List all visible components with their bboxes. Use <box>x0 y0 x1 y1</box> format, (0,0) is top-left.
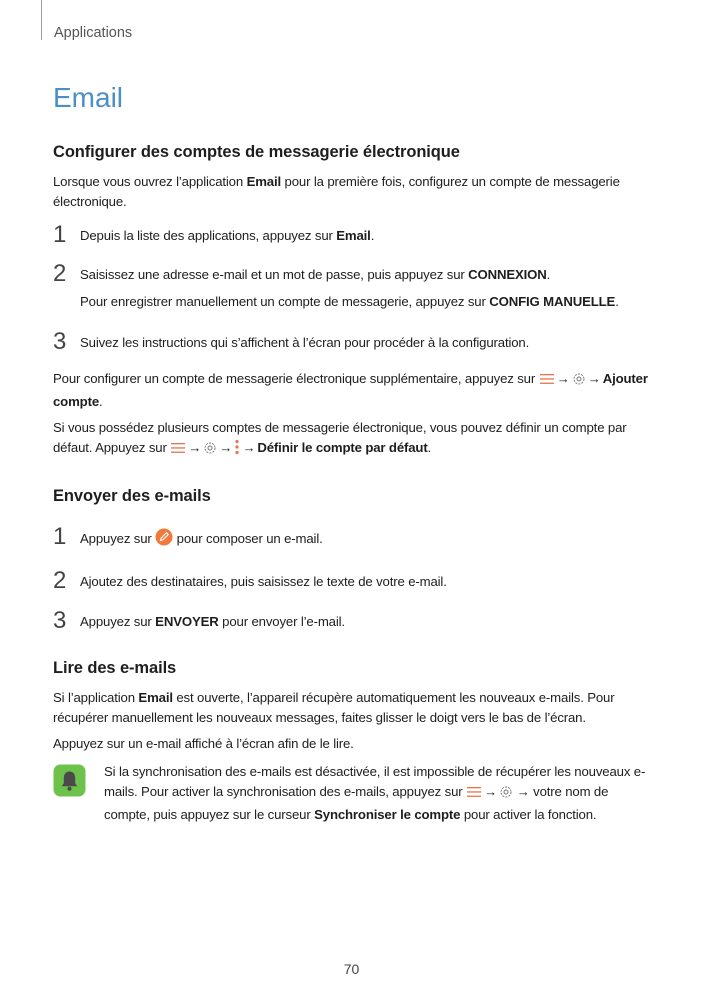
content <box>53 143 653 825</box>
arrow: → <box>556 371 570 386</box>
note-box <box>53 762 653 825</box>
bold-synchroniser: Synchroniser le compte <box>314 807 461 822</box>
note-text <box>104 762 653 825</box>
step-2 <box>53 567 653 594</box>
text: Appuyez sur <box>80 531 156 546</box>
step-number: 2 <box>53 260 67 287</box>
text: pour la première fois, configurez un compte de messagerie électronique. <box>53 174 620 209</box>
heading-configure-accounts: Configurer des comptes de messagerie électronique <box>53 143 460 161</box>
text: Pour enregistrer manuellement un compte de messagerie, appuyez sur <box>80 294 490 309</box>
text: Lorsque vous ouvrez l’application <box>53 174 247 189</box>
step-3 <box>53 607 653 634</box>
arrow: → <box>484 784 498 799</box>
bold-connexion: CONNEXION <box>468 267 547 282</box>
page-number: 70 <box>343 961 360 977</box>
step-2-sub <box>53 292 653 312</box>
step-number: 2 <box>53 567 67 594</box>
page-title: Email <box>53 82 124 113</box>
default-account-paragraph <box>53 418 653 461</box>
text: Suivez les instructions qui s’affichent à l’écran pour procéder à la configuration. <box>80 335 530 350</box>
text: Saisissez une adresse e-mail et un mot de passe, puis appuyez sur <box>80 267 469 282</box>
step-number: 1 <box>53 523 67 550</box>
read-paragraph <box>53 688 653 728</box>
step-number: 3 <box>53 607 67 634</box>
settings-icon <box>572 372 586 392</box>
more-options-icon <box>234 439 240 461</box>
extra-account-paragraph <box>53 369 653 412</box>
step-3 <box>53 328 653 355</box>
text: pour composer un e-mail. <box>173 531 323 546</box>
bold-email: Email <box>246 174 282 189</box>
text: pour activer la fonction. <box>460 807 597 822</box>
step-1 <box>53 221 653 248</box>
bold-email: Email <box>336 228 371 243</box>
bold-definir-defaut: Définir le compte par défaut <box>257 440 428 455</box>
text: pour envoyer l’e-mail. <box>218 614 345 629</box>
compose-icon <box>155 528 173 552</box>
step-1 <box>53 523 653 552</box>
text: Depuis la liste des applications, appuyez sur <box>80 228 337 243</box>
text: Si la synchronisation des e-mails est désactivée, il est impossible de récupérer les nouveaux e-mails. Pour activer la synchronisation des e-mails, appuyez sur <box>104 764 646 799</box>
text: . <box>427 440 432 455</box>
text: Appuyez sur <box>80 614 156 629</box>
text: Si l’application <box>53 690 139 705</box>
text: Pour configurer un compte de messagerie électronique supplémentaire, appuyez sur <box>53 371 539 386</box>
text: . <box>615 294 619 309</box>
bold-envoyer: ENVOYER <box>155 614 219 629</box>
section-label: Applications <box>54 25 133 41</box>
text: → votre nom de compte, puis appuyez sur le curseur <box>104 784 609 822</box>
text: est ouverte, l’appareil récupère automatiquement les nouveaux e-mails. Pour récupérer manuellement les nouveaux messages, faites glisser le doigt vers le bas de l’écran. <box>53 690 615 725</box>
arrow: → <box>587 371 601 386</box>
arrow: → <box>188 440 202 455</box>
text: . <box>546 267 551 282</box>
text: Ajoutez des destinataires, puis saisissez le texte de votre e-mail. <box>80 574 447 589</box>
bell-icon <box>53 764 86 802</box>
corner-mark <box>41 0 42 40</box>
bold-config-manuelle: CONFIG MANUELLE <box>489 294 616 309</box>
text: . <box>370 228 375 243</box>
bold-ajouter-compte: Ajouter compte <box>53 371 648 409</box>
text: Si vous possédez plusieurs comptes de messagerie électronique, vous pouvez définir un compte par défaut. Appuyez sur <box>53 420 627 455</box>
heading-send-emails: Envoyer des e-mails <box>53 487 211 505</box>
intro-paragraph <box>53 172 653 212</box>
menu-icon <box>170 441 186 461</box>
bold-email: Email <box>138 690 173 705</box>
menu-icon <box>466 785 482 805</box>
text: . <box>99 394 103 409</box>
step-number: 3 <box>53 328 67 355</box>
arrow: → <box>219 440 233 455</box>
settings-icon <box>499 785 513 805</box>
settings-icon <box>203 441 217 461</box>
step-2 <box>53 260 653 287</box>
menu-icon <box>539 372 555 392</box>
arrow: → <box>242 440 256 455</box>
step-number: 1 <box>53 221 67 248</box>
read-tap-paragraph: Appuyez sur un e-mail affiché à l’écran afin de le lire. <box>53 736 354 751</box>
heading-read-emails: Lire des e-mails <box>53 659 177 677</box>
